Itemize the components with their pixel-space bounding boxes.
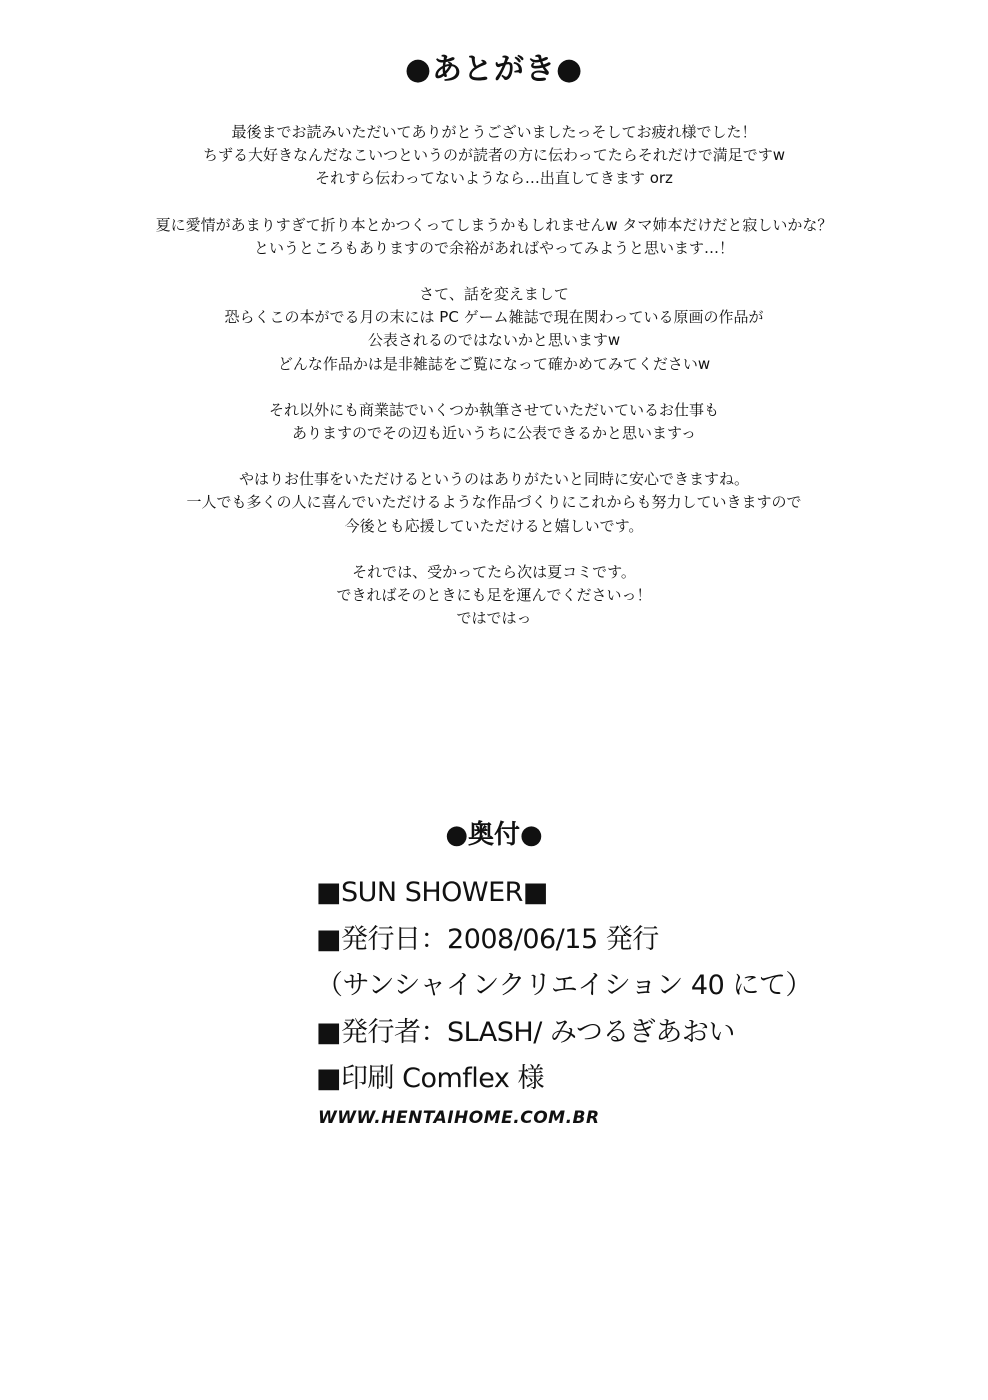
afterword-paragraph [60,399,928,445]
afterword-line: それすら伝わってないようなら…出直してきます orz [315,169,673,188]
afterword-line: 公表されるのではないかと思いますw [367,331,621,350]
afterword-line: さて、話を変えまして [419,285,569,304]
afterword-title: ●あとがき● [404,52,584,87]
afterword-line: やはりお仕事をいただけるというのはありがたいと同時に安心できますね。 [238,470,749,489]
afterword-line: 一人でも多くの人に喜んでいただけるような作品づくりにこれからも努力していきますので [186,493,802,512]
afterword-line: それ以外にも商業誌でいくつか執筆させていただいているお仕事も [268,400,719,419]
site-url-watermark: WWW.HENTAIHOME.COM.BR [318,1108,600,1128]
colophon-book-title: ■SUN SHOWER■ [316,877,548,908]
afterword-line: 夏に愛情があまりすぎて折り本とかつくってしまうかもしれませんw タマ姉本だけだと寂しいかな？ [155,215,833,234]
afterword-line: 最後までお読みいただいてありがとうございましたっそしてお疲れ様でした！ [231,123,757,141]
colophon-publish-date: ■発行日：2008/06/15 発行 [316,923,659,955]
colophon-title: ●奥付● [445,820,543,850]
colophon-list [316,870,916,1103]
afterword-paragraph [60,561,928,631]
colophon-printer: ■印刷 Comflex 様 [316,1063,544,1094]
afterword-paragraph [60,214,928,260]
afterword-line: どんな作品かは是非雑誌をご覧になって確かめてみてくださいw [277,354,711,373]
afterword-paragraph [60,121,928,191]
afterword-line: それでは、受かってたら次は夏コミです。 [352,562,636,581]
afterword-line: というところもありますので余裕があればやってみようと思います…！ [253,238,734,257]
afterword-line: 恐らくこの本がでる月の末には PC ゲーム雑誌で現在関わっている原画の作品が [224,308,764,327]
colophon-event: （サンシャインクリエイション 40 にて） [316,970,812,1001]
afterword-line: ではではっ [456,609,532,628]
afterword-line: 今後とも応援していただけると嬉しいです。 [344,516,644,535]
afterword-paragraph [60,468,928,538]
colophon-publisher: ■発行者：SLASH/ みつるぎあおい [316,1016,735,1048]
afterword-paragraph [60,283,928,376]
afterword-line: ありますのでその辺も近いうちに公表できるかと思いますっ [291,424,697,443]
afterword-line: できればそのときにも足を運んでくださいっ！ [336,586,652,605]
afterword-line: ちずる大好きなんだなこいつというのが読者の方に伝わってたらそれだけで満足ですw [202,146,786,165]
afterword-body [60,121,928,653]
